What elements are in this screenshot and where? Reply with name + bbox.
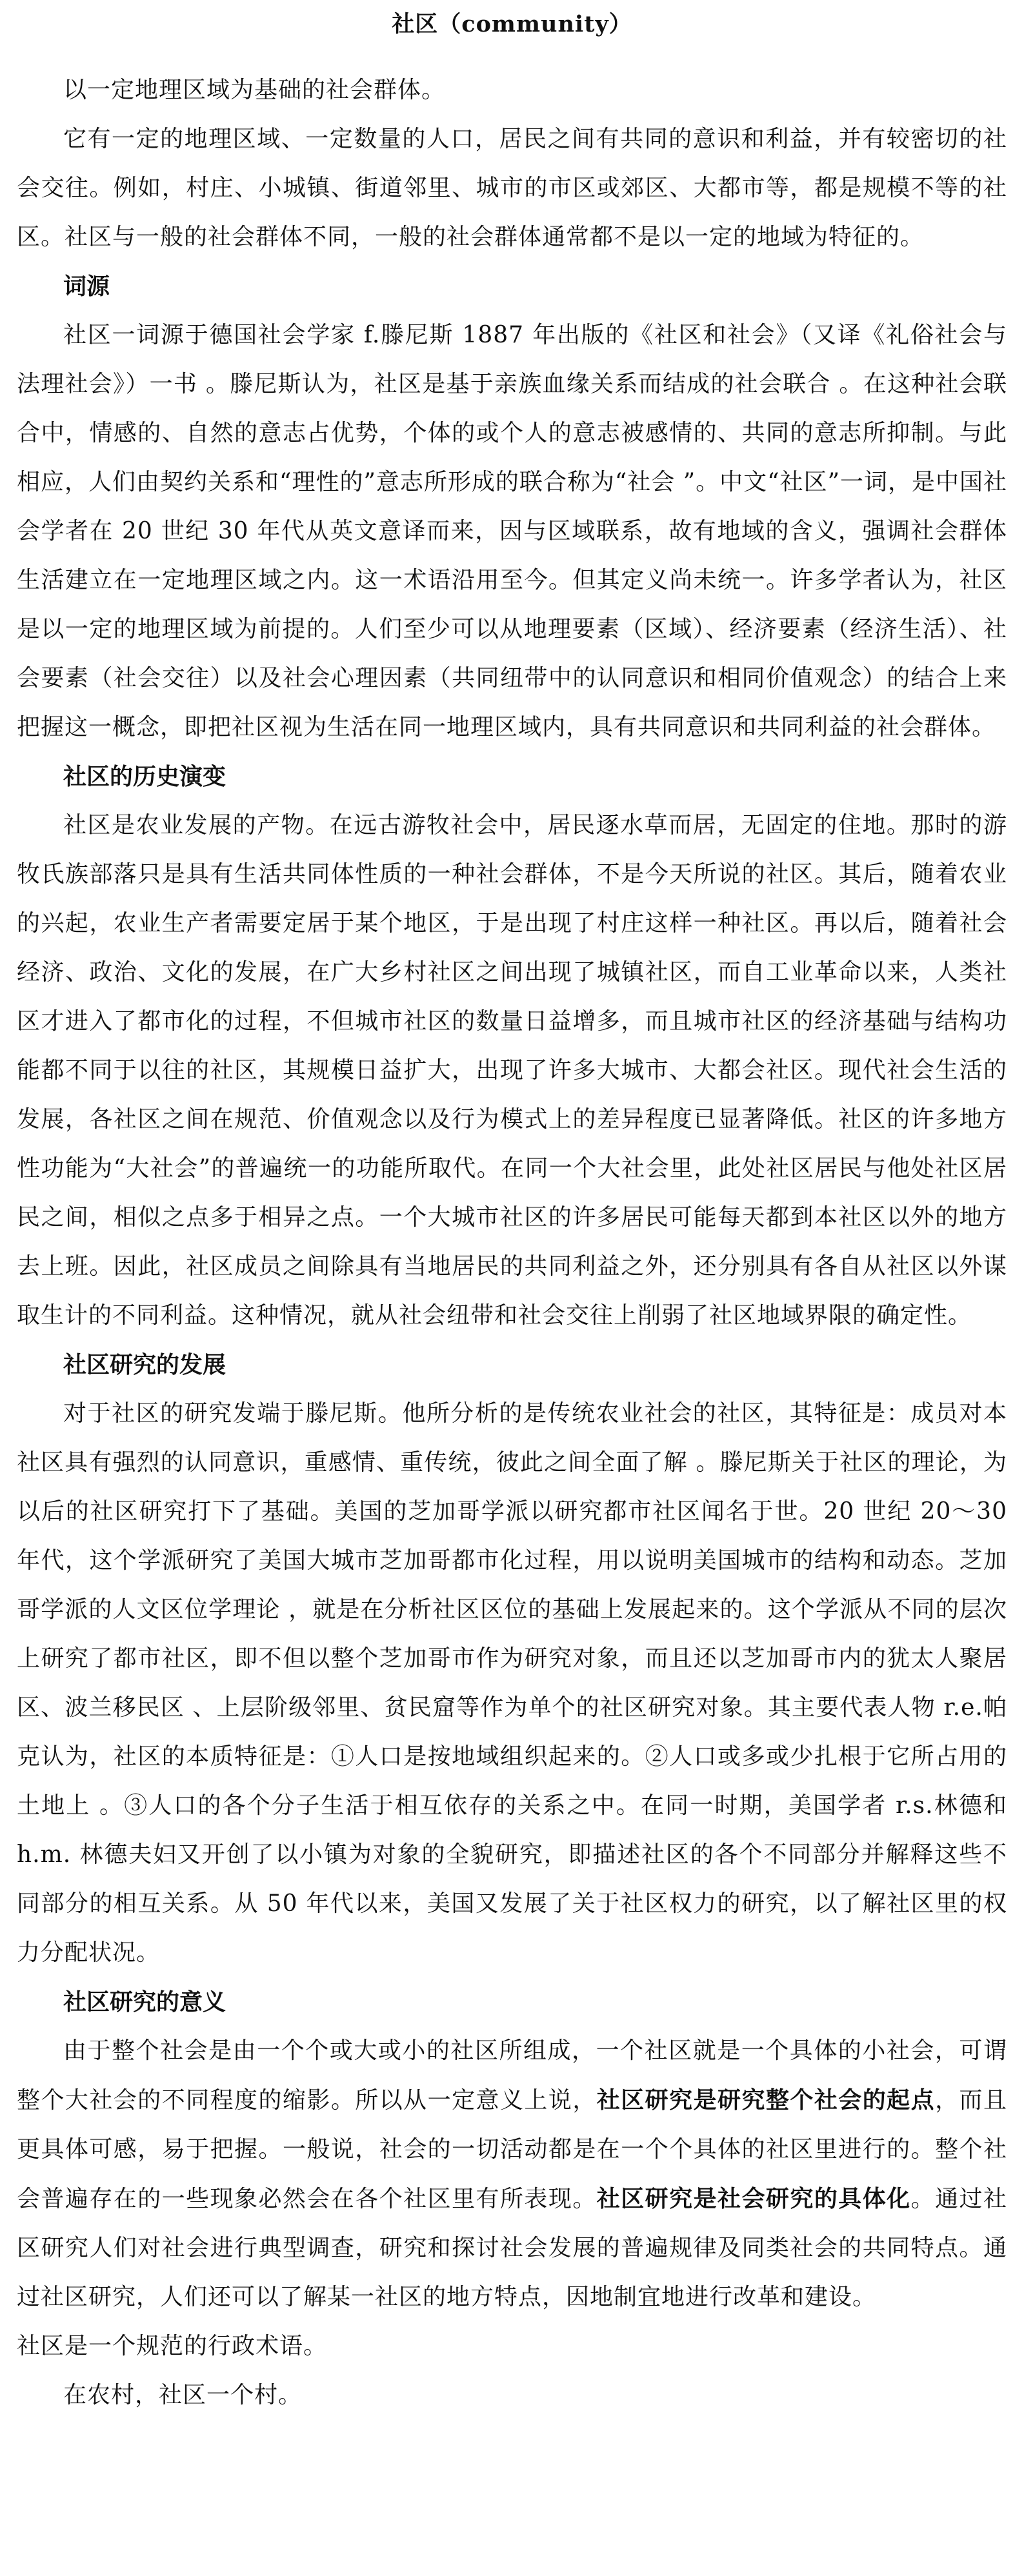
meaning-emphasis-2: 社区研究是社会研究的具体化 (596, 2185, 911, 2212)
village-paragraph: 在农村，社区一个村。 (63, 2382, 303, 2408)
meaning-paragraph (17, 2026, 1007, 2322)
meaning-text-2: ，而且更具体可感，易于把握。一般说，社会的一切活动都是在一个个具体的社区里进行的。整个社会普遍存在的一些现象必然会在各个社区里有所表现。 (17, 2087, 1007, 2212)
definition-paragraph: 它有一定的地理区域、一定数量的人口，居民之间有共同的意识和利益，并有较密切的社会交往。例如，村庄、小城镇、街道邻里、城市的市区或郊区、大都市等，都是规模不等的社区。社区与一般的社会群体不同，一般的社会群体通常都不是以一定的地域为特征的。 (17, 126, 1007, 250)
meaning-emphasis-1: 社区研究是研究整个社会的起点 (596, 2086, 936, 2114)
section-heading-research: 社区研究的发展 (63, 1351, 226, 1378)
document-title: 社区（community） (392, 11, 632, 37)
etymology-paragraph: 社区一词源于德国社会学家 f.滕尼斯 1887 年出版的《社区和社会》（又译《礼俗社会与法理社会》）一书 。滕尼斯认为，社区是基于亲族血缘关系而结成的社会联合 。在这种社会联合中，情感的、自然的意志占优势，个体的或个人的意志被感情的、共同的意志所抑制。与此相应，人们由契约关系和“理性的”意志所形成的联合称为“社会 ”。中文“社区”一词，是中国社会学者在 20 世纪 30 年代从英文意译而来，因与区域联系，故有地域的含义，强调社会群体生活建立在一定地理区域之内。这一术语沿用至今。但其定义尚未统一。许多学者认为，社区是以一定的地理区域为前提的。人们至少可以从地理要素（区域）、经济要素（经济生活）、社会要素（社会交往）以及社会心理因素（共同纽带中的认同意识和相同价值观念）的结合上来把握这一概念，即把社区视为生活在同一地理区域内，具有共同意识和共同利益的社会群体。 (17, 322, 1007, 740)
section-heading-meaning: 社区研究的意义 (63, 1988, 226, 2016)
section-heading-etymology: 词源 (63, 273, 110, 300)
intro-paragraph: 以一定地理区域为基础的社会群体。 (63, 77, 446, 103)
section-heading-history: 社区的历史演变 (63, 763, 226, 790)
history-paragraph: 社区是农业发展的产物。在远古游牧社会中，居民逐水草而居，无固定的住地。那时的游牧氏族部落只是具有生活共同体性质的一种社会群体，不是今天所说的社区。其后，随着农业的兴起，农业生产者需要定居于某个地区，于是出现了村庄这样一种社区。再以后，随着社会经济、政治、文化的发展，在广大乡村社区之间出现了城镇社区，而自工业革命以来，人类社区才进入了都市化的过程，不但城市社区的数量日益增多，而且城市社区的经济基础与结构功能都不同于以往的社区，其规模日益扩大，出现了许多大城市、大都会社区。现代社会生活的发展，各社区之间在规范、价值观念以及行为模式上的差异程度已显著降低。社区的许多地方性功能为“大社会”的普遍统一的功能所取代。在同一个大社会里，此处社区居民与他处社区居民之间，相似之点多于相异之点。一个大城市社区的许多居民可能每天都到本社区以外的地方去上班。因此，社区成员之间除具有当地居民的共同利益之外，还分别具有各自从社区以外谋取生计的不同利益。这种情况，就从社会纽带和社会交往上削弱了社区地域界限的确定性。 (17, 812, 1007, 1329)
research-paragraph: 对于社区的研究发端于滕尼斯。他所分析的是传统农业社会的社区，其特征是：成员对本社区具有强烈的认同意识，重感情、重传统，彼此之间全面了解 。滕尼斯关于社区的理论，为以后的社区研究打下了基础。美国的芝加哥学派以研究都市社区闻名于世。20 世纪 20～30 年代，这个学派研究了美国大城市芝加哥都市化过程，用以说明美国城市的结构和动态。芝加哥学派的人文区位学理论 ，就是在分析社区区位的基础上发展起来的。这个学派从不同的层次上研究了都市社区，即不但以整个芝加哥市作为研究对象，而且还以芝加哥市内的犹太人聚居区、波兰移民区 、上层阶级邻里、贫民窟等作为单个的社区研究对象。其主要代表人物 r.e.帕克认为，社区的本质特征是：①人口是按地域组织起来的。②人口或多或少扎根于它所占用的土地上 。③人口的各个分子生活于相互依存的关系之中。在同一时期，美国学者 r.s.林德和 h.m. 林德夫妇又开创了以小镇为对象的全貌研究，即描述社区的各个不同部分并解释这些不同部分的相互关系。从 50 年代以来，美国又发展了关于社区权力的研究，以了解社区里的权力分配状况。 (17, 1400, 1007, 1966)
meaning-text-3: 。通过社区研究人们对社会进行典型调查，研究和探讨社会发展的普遍规律及同类社会的共同特点。通过社区研究，人们还可以了解某一社区的地方特点，因地制宜地进行改革和建设。 (17, 2186, 1007, 2310)
meaning-text-1: 由于整个社会是由一个个或大或小的社区所组成，一个社区就是一个具体的小社会，可谓整个大社会的不同程度的缩影。所以从一定意义上说， (17, 2037, 1007, 2114)
admin-term-paragraph: 社区是一个规范的行政术语。 (17, 2333, 328, 2359)
